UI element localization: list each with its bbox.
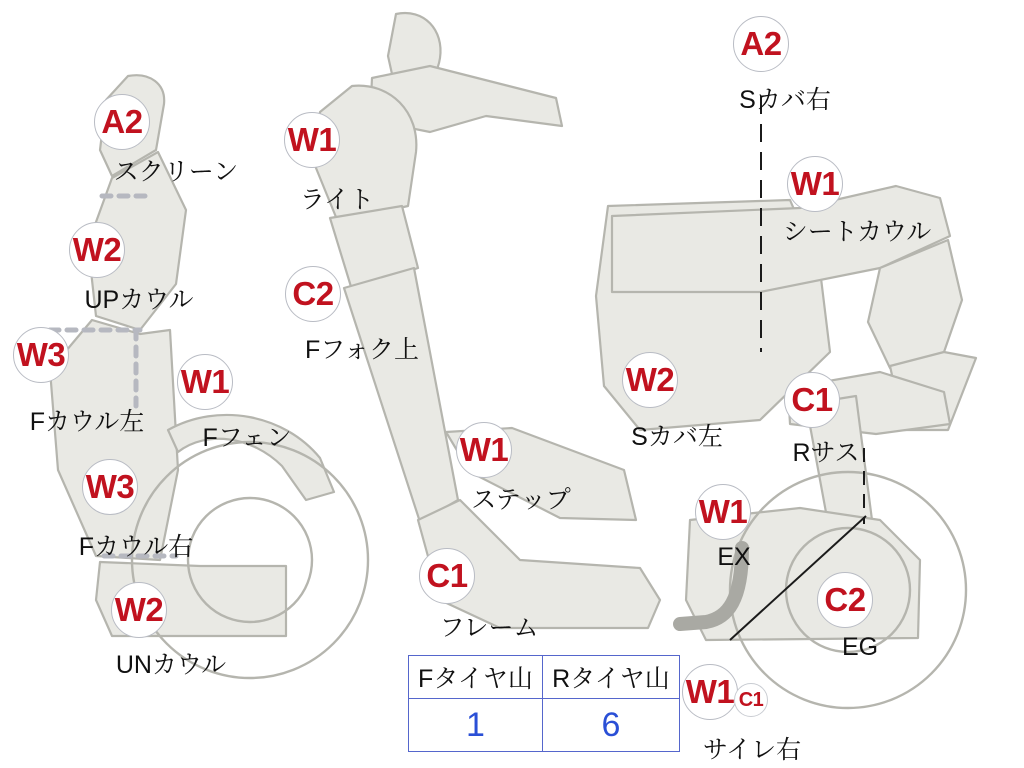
marker-grade: W2 <box>114 591 164 628</box>
marker-silencer-right[interactable] <box>682 664 738 720</box>
marker-grade: A2 <box>101 103 143 140</box>
caption-f-cowl-left: Fカウル左 <box>29 408 145 436</box>
caption-s-cover-right: Sカバ右 <box>739 86 831 114</box>
marker-grade: W2 <box>72 231 122 268</box>
marker-frame[interactable] <box>419 548 475 604</box>
marker-un-cowl[interactable] <box>111 582 167 638</box>
caption-step: ステップ <box>471 486 571 514</box>
marker-screen[interactable] <box>94 94 150 150</box>
caption-up-cowl: UPカウル <box>84 286 194 314</box>
caption-frame: フレーム <box>439 614 539 642</box>
table-row <box>409 699 680 752</box>
marker-grade: W3 <box>85 468 135 505</box>
marker-grade: C2 <box>292 275 334 312</box>
marker-silencer-right-sub[interactable] <box>734 683 768 717</box>
marker-exhaust[interactable] <box>695 484 751 540</box>
caption-s-cover-left: Sカバ左 <box>631 423 723 451</box>
table-cell-rear-tire-value: 6 <box>542 699 679 752</box>
caption-silencer-right: サイレ右 <box>702 736 802 764</box>
caption-seat-cowl: シートカウル <box>782 218 932 246</box>
caption-light: ライト <box>299 186 375 214</box>
marker-grade: W1 <box>459 431 509 468</box>
marker-up-cowl[interactable] <box>69 222 125 278</box>
table-header-rear-tire: Rタイヤ山 <box>542 656 679 699</box>
marker-grade: W3 <box>16 336 66 373</box>
caption-exhaust: EX <box>717 543 751 571</box>
table-header-row <box>409 656 680 699</box>
front-cowl-shape <box>50 320 178 560</box>
marker-grade: W2 <box>625 361 675 398</box>
caption-f-fender: Fフェン <box>202 424 292 452</box>
marker-engine[interactable] <box>817 572 873 628</box>
marker-grade: C2 <box>824 581 866 618</box>
marker-r-suspension[interactable] <box>784 372 840 428</box>
marker-f-cowl-right[interactable] <box>82 459 138 515</box>
marker-seat-cowl[interactable] <box>787 156 843 212</box>
caption-r-suspension: Rサス <box>792 439 860 467</box>
marker-f-cowl-left[interactable] <box>13 327 69 383</box>
marker-f-fender[interactable] <box>177 354 233 410</box>
marker-grade: A2 <box>740 25 782 62</box>
marker-grade: C1 <box>791 381 833 418</box>
marker-f-fork-up[interactable] <box>285 266 341 322</box>
marker-grade: C1 <box>426 557 468 594</box>
marker-grade: W1 <box>287 121 337 158</box>
table-header-front-tire: Fタイヤ山 <box>409 656 543 699</box>
caption-un-cowl: UNカウル <box>115 651 227 679</box>
fork-lower-shape <box>344 268 458 522</box>
marker-grade: W1 <box>698 493 748 530</box>
marker-light[interactable] <box>284 112 340 168</box>
caption-f-cowl-right: Fカウル右 <box>78 533 194 561</box>
caption-f-fork-up: Fフォク上 <box>304 336 420 364</box>
marker-s-cover-left[interactable] <box>622 352 678 408</box>
tire-tread-table <box>408 655 680 752</box>
caption-engine: EG <box>841 633 879 661</box>
table-cell-front-tire-value: 1 <box>409 699 543 752</box>
marker-grade: W1 <box>685 673 735 710</box>
marker-s-cover-right[interactable] <box>733 16 789 72</box>
caption-screen: スクリーン <box>113 158 239 186</box>
marker-grade: W1 <box>180 363 230 400</box>
marker-grade: C1 <box>738 688 764 711</box>
marker-step[interactable] <box>456 422 512 478</box>
marker-grade: W1 <box>790 165 840 202</box>
